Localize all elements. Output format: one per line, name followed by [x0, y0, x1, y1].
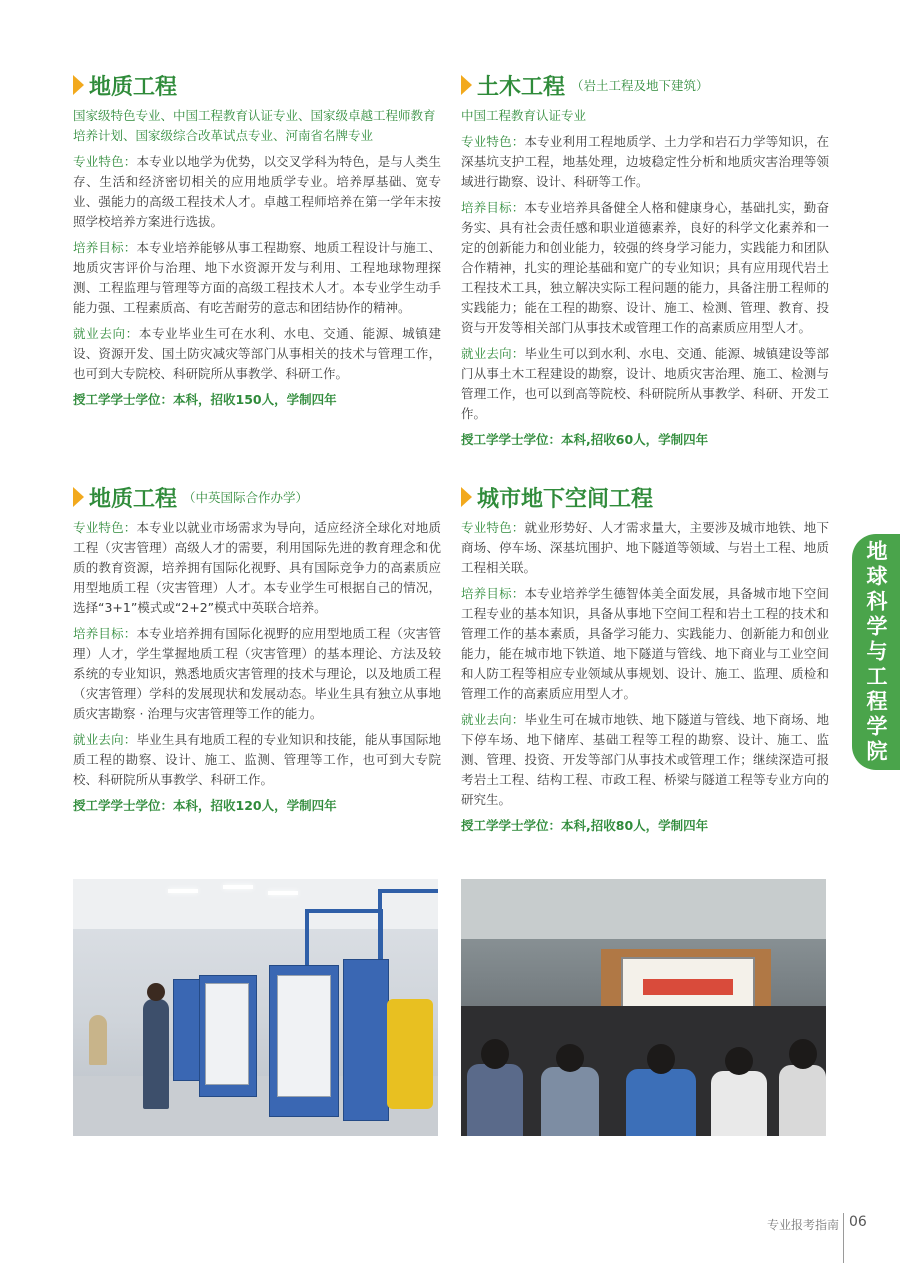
triangle-marker-icon [461, 75, 472, 95]
audience-head [556, 1044, 584, 1072]
audience-head [789, 1039, 817, 1069]
career-text: 毕业生可在城市地铁、地下隧道与管线、地下商场、地下停车场、地下储库、基础工程等工程的勘察、设计、施工、监测、管理、投资、开发等部门从事技术或管理工作；继续深造可报考岩土工程、结构工程、市政工程、桥梁与隧道工程等专业方向的研究生。 [461, 712, 829, 807]
career-text: 毕业生可以到水利、水电、交通、能源、城镇建设等部门从事土木工程建设的勘察，设计、地质灾害治理、施工、检测与管理工作，也可以到高等院校、科研院所从事教学、科研、开发工作。 [461, 346, 829, 421]
degree-line: 授工学学士学位：本科，招收120人，学制四年 [73, 798, 337, 813]
degree-line: 授工学学士学位：本科，招收150人，学制四年 [73, 392, 337, 407]
section-header [461, 68, 829, 102]
section-header [73, 480, 441, 514]
features-label: 专业特色： [461, 520, 525, 535]
features-paragraph [461, 132, 829, 192]
features-text: 就业形势好、人才需求量大，主要涉及城市地铁、地下商场、停车场、深基坑围护、地下隧道等领域、与岩土工程、地质工程相关联。 [461, 520, 829, 575]
person-head [147, 983, 165, 1001]
features-text: 本专业以地学为优势，以交叉学科为特色，是与人类生存、生活和经济密切相关的应用地质学专业。培养厚基础、宽专业、强能力的高级工程技术人才。卓越工程师培养在第一学年末按照学校培养方案进行选拔。 [73, 154, 441, 229]
goal-text: 本专业培养拥有国际化视野的应用型地质工程（灾害管理）人才，学生掌握地质工程（灾害管理）的基本理论、方法及较系统的专业知识，熟悉地质灾害管理的技术与理论，以及地质工程（灾害管理）学科的发展现状和发展动态。毕业生具有独立从事地质灾害勘察 · 治理与灾害管理等工作的能力。 [73, 626, 441, 721]
goal-paragraph [461, 198, 829, 338]
laboratory-photo [73, 879, 438, 1136]
career-paragraph [73, 324, 441, 384]
goal-label: 培养目标： [73, 626, 137, 641]
career-text: 毕业生具有地质工程的专业知识和技能，能从事国际地质工程的勘察、设计、施工、监测、管理等工作，也可到大专院校、科研院所从事教学、科研工作。 [73, 732, 441, 787]
goal-label: 培养目标： [461, 200, 525, 215]
college-side-tab [852, 534, 900, 770]
goal-label: 培养目标： [461, 586, 525, 601]
features-label: 专业特色： [73, 154, 137, 169]
screen-banner [643, 979, 733, 995]
ceiling-lamp [168, 889, 198, 893]
features-paragraph [461, 518, 829, 578]
section-title: 土木工程 [477, 74, 566, 100]
audience-head [725, 1047, 753, 1075]
career-label: 就业去向： [73, 326, 139, 341]
footer-guide-title: 专业报考指南 [767, 1218, 840, 1232]
section-header [73, 68, 441, 102]
career-label: 就业去向： [461, 712, 525, 727]
career-label: 就业去向： [461, 346, 525, 361]
ceiling-lamp [223, 885, 253, 889]
features-label: 专业特色： [461, 134, 525, 149]
goal-paragraph [73, 624, 441, 724]
features-text: 本专业利用工程地质学、土力学和岩石力学等知识，在深基坑支护工程，地基处理，边坡稳定性分析和地质灾害治理等领域进行勘察、设计、科研等工作。 [461, 134, 829, 189]
control-panel [205, 983, 249, 1085]
career-paragraph [73, 730, 441, 790]
triangle-marker-icon [73, 487, 84, 507]
seated-person [89, 1015, 107, 1065]
audience-head [647, 1044, 675, 1074]
features-text: 本专业以就业市场需求为导向，适应经济全球化对地质工程（灾害管理）高级人才的需要，利用国际先进的教育理念和优质的教育资源，培养拥有国际化视野、具有国际竞争力的高素质应用型地质工程（灾害管理）人才。本专业学生可根据自己的情况，选择“3+1”模式或“2+2”模式中英联合培养。 [73, 520, 441, 615]
hall-ceiling [461, 879, 826, 939]
section-civil-engineering [461, 68, 829, 450]
section-honors: 中国工程教育认证专业 [461, 108, 587, 123]
pressure-tank [387, 999, 433, 1109]
control-cabinet [343, 959, 389, 1121]
goal-paragraph [73, 238, 441, 318]
degree-line: 授工学学士学位：本科,招收80人，学制四年 [461, 818, 709, 833]
college-name: 地球科学与工程学院 [864, 539, 888, 765]
page-number: 06 [849, 1214, 867, 1230]
career-paragraph [461, 344, 829, 424]
section-geological-engineering-intl [73, 480, 441, 816]
goal-label: 培养目标： [73, 240, 137, 255]
person-figure [143, 999, 169, 1109]
section-header [461, 480, 829, 514]
section-geological-engineering [73, 68, 441, 410]
goal-text: 本专业培养能够从事工程勘察、地质工程设计与施工、地质灾害评价与治理、地下水资源开发与利用、工程地球物理探测、工程监理与管理等方面的高级工程技术人才。本专业学生动手能力强、工程素质高、有吃苦耐劳的意志和团结协作的精神。 [73, 240, 441, 315]
goal-text: 本专业培养学生德智体美全面发展，具备城市地下空间工程专业的基本知识，具备从事地下空间工程和岩土工程的技术和管理工作的基本素质，具备学习能力、实践能力、创新能力和创业能力，能在城市地下铁道、地下隧道与管线、地下商业与工业空间和人防工程等相应专业领域从事规划、设计、施工、监理、质检和管理工作的高素质应用型人才。 [461, 586, 829, 701]
section-title: 地质工程 [89, 486, 178, 512]
goal-paragraph [461, 584, 829, 704]
audience-member [541, 1067, 599, 1136]
career-text: 本专业毕业生可在水利、水电、交通、能源、城镇建设、资源开发、国土防灾减灾等部门从事相关的技术与管理工作，也可到大专院校、科研院所从事教学、科研工作。 [73, 326, 441, 381]
features-paragraph [73, 518, 441, 618]
features-label: 专业特色： [73, 520, 137, 535]
audience-member [711, 1071, 767, 1136]
degree-line: 授工学学士学位：本科,招收60人，学制四年 [461, 432, 709, 447]
triangle-marker-icon [461, 487, 472, 507]
section-honors: 国家级特色专业、中国工程教育认证专业、国家级卓越工程师教育培养计划、国家级综合改革试点专业、河南省名牌专业 [73, 108, 436, 143]
audience-member [467, 1064, 523, 1136]
footer-divider [843, 1213, 844, 1263]
control-panel [277, 975, 331, 1097]
section-title: 城市地下空间工程 [477, 486, 654, 512]
triangle-marker-icon [73, 75, 84, 95]
features-paragraph [73, 152, 441, 232]
section-title: 地质工程 [89, 74, 178, 100]
audience-member [779, 1065, 826, 1136]
lecture-hall-photo [461, 879, 826, 1136]
goal-text: 本专业培养具备健全人格和健康身心，基础扎实，勤奋务实、具有社会责任感和职业道德素养，良好的科学文化素养和一定的创新能力和创业能力，较强的终身学习能力，实践能力和团队合作精神，扎实的理论基础和宽广的专业知识；具有应用现代岩土工程技术工具，独立解决实际工程问题的能力，具备注册工程师的实践能力；能在工程的勘察、设计、施工、检测、管理、教育、投资与开发等相关部门从事技术或管理工作的高素质应用型人才。 [461, 200, 829, 335]
audience-member [626, 1069, 696, 1136]
audience-head [481, 1039, 509, 1069]
section-urban-underground-space [461, 480, 829, 836]
ceiling-lamp [268, 891, 298, 895]
career-label: 就业去向： [73, 732, 137, 747]
career-paragraph [461, 710, 829, 810]
section-subtitle: （中英国际合作办学） [183, 490, 309, 505]
section-subtitle: （岩土工程及地下建筑） [571, 78, 709, 93]
